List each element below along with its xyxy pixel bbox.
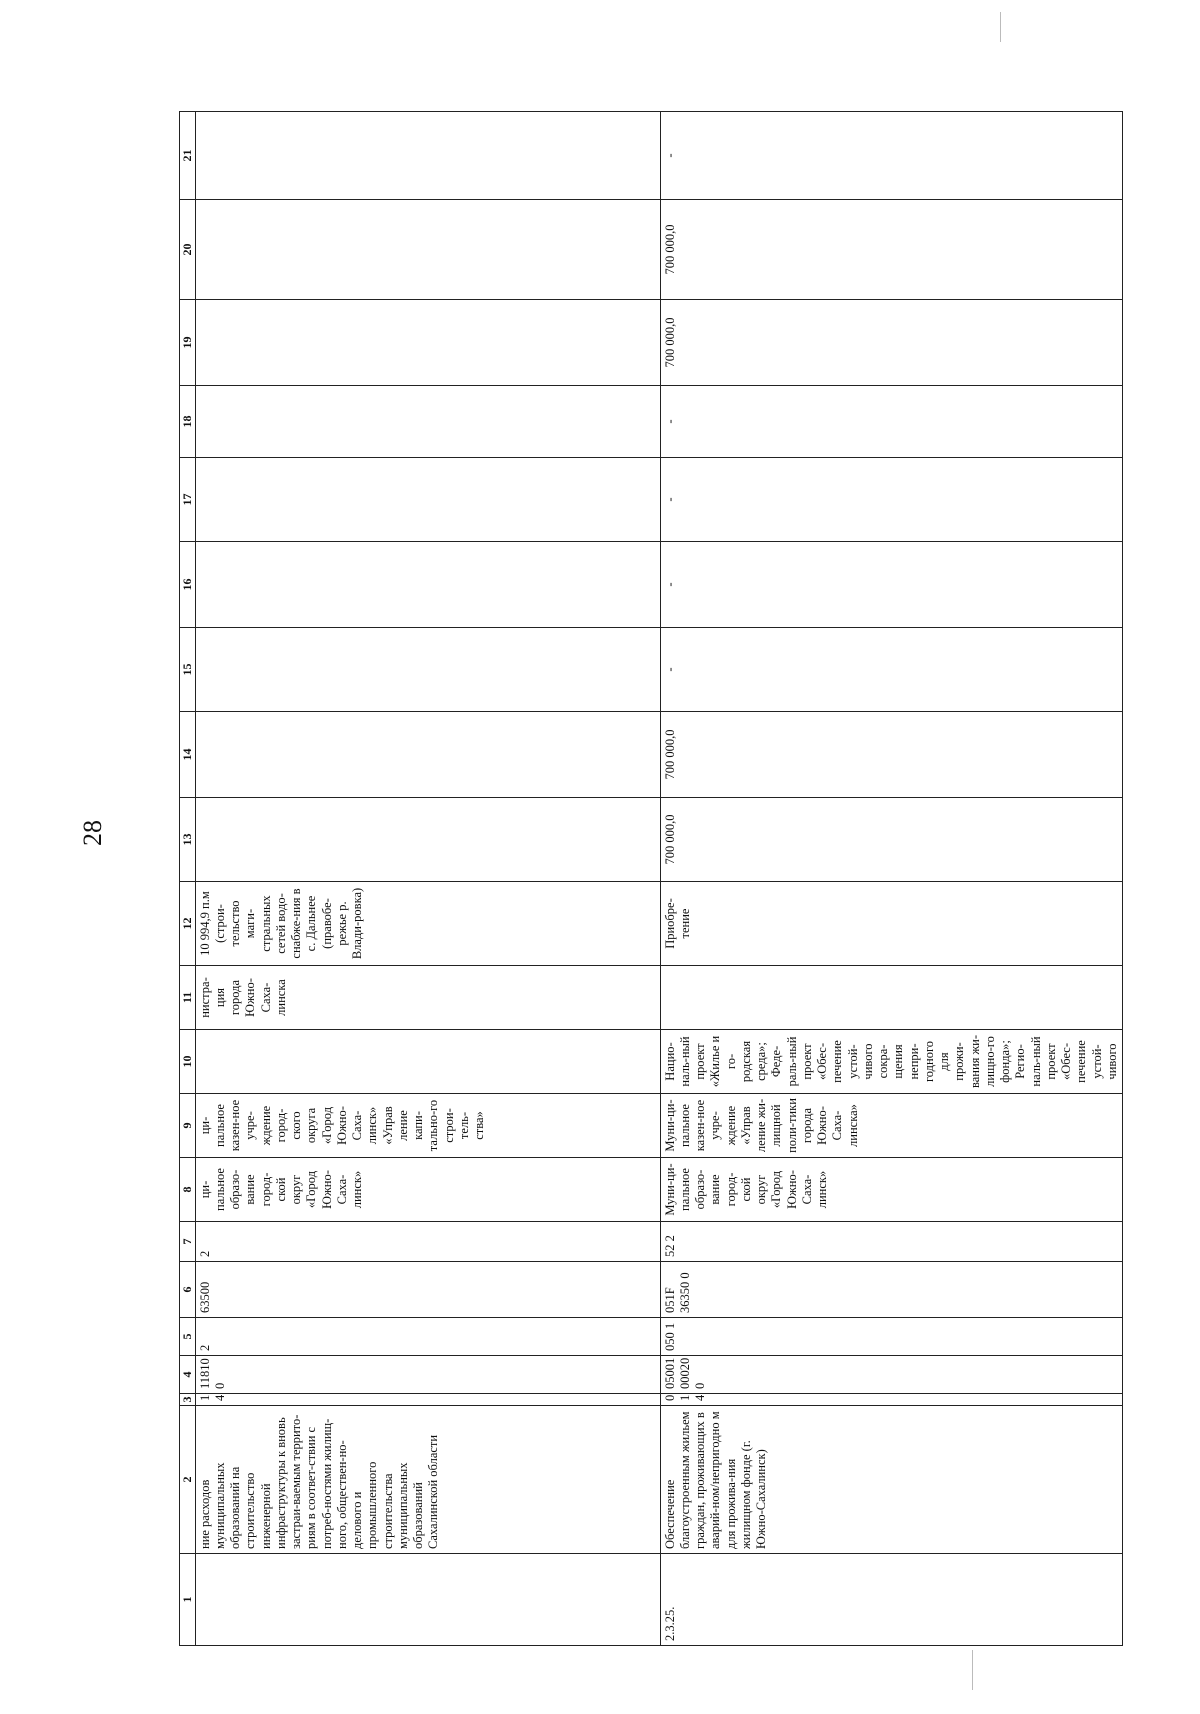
cell-col7: 2: [195, 1222, 660, 1262]
cell-row-number: 2.3.25.: [660, 1554, 1123, 1646]
cell-col13: [195, 798, 660, 882]
cell-col16: -: [660, 542, 1123, 628]
cell-col7: 52 2: [660, 1222, 1123, 1262]
cell-col3: 1 4: [195, 1394, 660, 1406]
cell-municipality: Муни-ци-пальное образо-вание город-ской округ «Город Южно-Саха-линск»: [660, 1158, 1123, 1222]
scan-artifact: [1000, 12, 1001, 42]
cell-col3: 0 1 4: [660, 1394, 1123, 1406]
cell-col21: -: [660, 112, 1123, 200]
header-cell: 8: [180, 1158, 196, 1222]
table-row: [195, 112, 660, 1646]
cell-col4: 05001 00020 0: [660, 1356, 1123, 1394]
cell-event-name: ние расходов муниципальных образований на строительство инженерной инфраструктуры к вновь застраи-ваемым террито-риям в соответ-ствии с потреб-ностями жилищ-ного, обществен-но-делового и промышленного строительства муниципальных образований Сахалинской области: [195, 1406, 660, 1554]
cell-col15: [195, 628, 660, 712]
header-cell: 11: [180, 966, 196, 1030]
header-cell: 10: [180, 1030, 196, 1094]
cell-capacity: 10 994,9 п.м (строи-тельство маги-стральных сетей водо-снабже-ния в с. Дальнее (правобе-режье р. Влади-ровка): [195, 882, 660, 966]
cell-municipality: ци-пальное образо-вание город-ской округ «Город Южно-Саха-линск»: [195, 1158, 660, 1222]
cell-col14: 700 000,0: [660, 712, 1123, 798]
header-cell: 6: [180, 1262, 196, 1318]
cell-col18: [195, 386, 660, 458]
header-cell: 4: [180, 1356, 196, 1394]
cell-col6: 63500: [195, 1262, 660, 1318]
header-cell: 15: [180, 628, 196, 712]
header-cell: 17: [180, 458, 196, 542]
header-cell: 12: [180, 882, 196, 966]
cell-event-name: Обеспечение благоустроенным жильем граждан, проживающих в аварий-ном/непригодно м для прожива-ния жилищном фонде (г. Южно-Сахалинск): [660, 1406, 1123, 1554]
header-cell: 18: [180, 386, 196, 458]
header-cell: 16: [180, 542, 196, 628]
cell-col13: 700 000,0: [660, 798, 1123, 882]
cell-administration: [660, 966, 1123, 1030]
header-cell: 20: [180, 200, 196, 300]
budget-table-rotated: [179, 116, 1119, 1646]
header-cell: 21: [180, 112, 196, 200]
cell-col19: [195, 300, 660, 386]
page-number: 28: [78, 820, 107, 846]
header-cell: 9: [180, 1094, 196, 1158]
cell-col6: 051F 36350 0: [660, 1262, 1123, 1318]
cell-col21: [195, 112, 660, 200]
cell-col20: 700 000,0: [660, 200, 1123, 300]
header-cell: 3: [180, 1394, 196, 1406]
cell-row-number: [195, 1554, 660, 1646]
header-cell: 19: [180, 300, 196, 386]
cell-col17: -: [660, 458, 1123, 542]
cell-executor: ци-пальное казен-ное учре-ждение город-ского округа «Город Южно-Саха-линск» «Управ ление капи-тально-го строи-тель-ства»: [195, 1094, 660, 1158]
cell-col5: 2: [195, 1318, 660, 1356]
cell-executor: Муни-ци-пальное казен-ное учре-ждение «Управ ление жи-лищной поли-тики города Южно-Саха-линска»: [660, 1094, 1123, 1158]
header-cell: 1: [180, 1554, 196, 1646]
budget-table: [179, 111, 1123, 1646]
cell-col5: 050 1: [660, 1318, 1123, 1356]
cell-project: Нацио-наль-ный проект «Жилье и го-родская среда»; Феде-раль-ный проект «Обес-печение устой-чивого сокра-щения непри-годного для прожи-вания жи-лищно-го фонда»; Регио-наль-ный проект «Обес-печение устой-чивого: [660, 1030, 1123, 1094]
cell-col19: 700 000,0: [660, 300, 1123, 386]
cell-col14: [195, 712, 660, 798]
cell-col17: [195, 458, 660, 542]
cell-capacity: Приобре-тение: [660, 882, 1123, 966]
table-row: [660, 112, 1123, 1646]
cell-project: [195, 1030, 660, 1094]
header-cell: 14: [180, 712, 196, 798]
scan-artifact: [972, 1650, 973, 1690]
cell-col20: [195, 200, 660, 300]
header-cell: 7: [180, 1222, 196, 1262]
header-row: [180, 112, 196, 1646]
cell-col16: [195, 542, 660, 628]
header-cell: 5: [180, 1318, 196, 1356]
header-cell: 13: [180, 798, 196, 882]
cell-col15: -: [660, 628, 1123, 712]
cell-col18: -: [660, 386, 1123, 458]
cell-administration: нистра-ция города Южно-Саха-линска: [195, 966, 660, 1030]
cell-col4: 11810 0: [195, 1356, 660, 1394]
header-cell: 2: [180, 1406, 196, 1554]
